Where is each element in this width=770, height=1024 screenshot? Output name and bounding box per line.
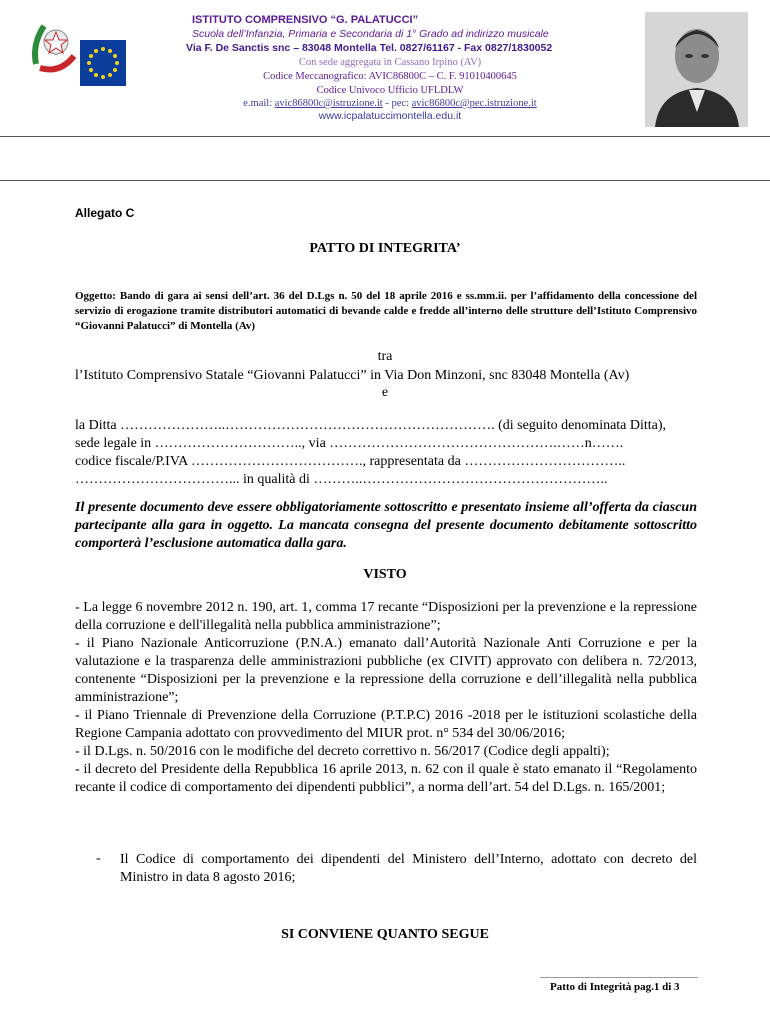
eu-star-icon — [89, 54, 93, 58]
school-codes: Codice Meccanografico: AVIC86800C – C. F. 91010400645 — [263, 71, 517, 82]
eu-star-icon — [101, 47, 105, 51]
footer-divider — [540, 977, 698, 978]
eu-star-icon — [108, 49, 112, 53]
eu-star-icon — [108, 73, 112, 77]
branch-info: Con sede aggregata in Cassano Irpino (AV) — [298, 57, 482, 68]
agreement-heading: SI CONVIENE QUANTO SEGUE — [281, 927, 489, 942]
visto-item: - il D.Lgs. n. 50/2016 con le modifiche del decreto correttivo n. 56/2017 (Codice degli appalti); — [75, 744, 610, 759]
eu-star-icon — [115, 61, 119, 65]
eu-star-icon — [101, 75, 105, 79]
italian-republic-emblem — [30, 14, 80, 76]
ditta-line: la Ditta …………………..…………………………………………………. (di seguito denominata Ditta), — [75, 418, 667, 433]
eu-star-icon — [94, 73, 98, 77]
mandatory-notice: Il presente documento deve essere obbligatoriamente sottoscritto e presentato insieme all’offerta da ciascun partecipante alla gara in oggetto. La mancata consegna del presente documento debitamente sottoscritto comporterà l’esclusione automatica dalla gara. — [75, 500, 697, 551]
page-footer: Patto di Integrità pag.1 di 3 — [550, 981, 680, 993]
ditta-line: ……………………………... in qualità di ………..…………………………………………….. — [75, 472, 608, 487]
ditta-line: codice fiscale/P.IVA ………………………………., rappresentata da …………………………….. — [75, 454, 626, 469]
between-word: tra — [377, 349, 393, 364]
school-name: ISTITUTO COMPRENSIVO “G. PALATUCCI” — [192, 14, 419, 26]
email-link[interactable]: avic86800c@istruzione.it — [274, 98, 383, 109]
bullet-item: Il Codice di comportamento dei dipendenti del Ministero dell’Interno, adottato con decreto del Ministro in data 8 agosto 2016; — [120, 852, 697, 885]
and-word: e — [381, 385, 389, 400]
office-code: Codice Univoco Ufficio UFLDLW — [316, 85, 464, 96]
eu-star-icon — [94, 49, 98, 53]
website-link[interactable]: www.icpalatuccimontella.edu.it — [318, 110, 462, 122]
ditta-line: sede legale in ………………………….., via ………………………………………….……n……. — [75, 436, 624, 451]
visto-heading: VISTO — [363, 567, 407, 582]
document-title: PATTO DI INTEGRITA’ — [309, 241, 461, 256]
visto-item: - La legge 6 novembre 2012 n. 190, art. 1, comma 17 recante “Disposizioni per la prevenzione e la repressione della corruzione e dell'illegalità nella pubblica amministrazione”; — [75, 600, 697, 633]
eu-star-icon — [113, 68, 117, 72]
school-address: Via F. De Sanctis snc – 83048 Montella Tel. 0827/61167 - Fax 0827/1830052 — [186, 42, 553, 54]
visto-item: - il Piano Nazionale Anticorruzione (P.N.A.) emanato dall’Autorità Nazionale Anti Corruzione e per la valutazione e la trasparenza delle amministrazioni pubbliche (ex CIVIT) approvato con delibera n. 72/2013, contenente “Disposizioni per la prevenzione e la repressione della corruzione e dell’illegalità nella pubblica amministrazione”; — [75, 636, 697, 705]
visto-item: - il Piano Triennale di Prevenzione della Corruzione (P.T.P.C) 2016 -2018 per le istituzioni scolastiche della Regione Campania adottato con provvedimento del MIUR prot. n° 534 del 30/06/2016; — [75, 708, 697, 741]
email-label: e.mail: — [243, 98, 275, 109]
eu-star-icon — [113, 54, 117, 58]
visto-list — [75, 599, 697, 797]
eu-star-icon — [89, 68, 93, 72]
attachment-label: Allegato C — [75, 206, 135, 220]
pec-label: - pec: — [382, 98, 412, 109]
pec-link[interactable]: avic86800c@pec.istruzione.it — [411, 98, 537, 109]
eu-star-icon — [87, 61, 91, 65]
subject-paragraph: Oggetto: Bando di gara ai sensi dell’art. 36 del D.Lgs n. 50 del 18 aprile 2016 e ss.mm.ii. per l’affidamento della concessione del servizio di erogazione tramite distributori automatici di bevande calde e fredde all’interno delle strutture dell’Istituto Comprensivo “Giovanni Palatucci” di Montella (Av) — [75, 290, 697, 332]
school-type: Scuola dell’Infanzia, Primaria e Secondaria di 1° Grado ad indirizzo musicale — [192, 28, 549, 40]
party-institute: l’Istituto Comprensivo Statale “Giovanni Palatucci” in Via Don Minzoni, snc 83048 Montella (Av) — [75, 368, 630, 383]
visto-item: - il decreto del Presidente della Repubblica 16 aprile 2013, n. 62 con il quale è stato emanato il “Regolamento recante il codice di comportamento dei dipendenti pubblici”, a norma dell’art. 54 del D.Lgs. n. 165/2001; — [75, 762, 697, 795]
section-divider — [0, 180, 770, 181]
header-divider — [0, 136, 770, 137]
contact-emails — [190, 97, 590, 110]
ditta-fields — [75, 417, 697, 489]
european-union-flag — [80, 40, 126, 86]
portrait-photo — [645, 12, 748, 127]
bullet-marker: - — [96, 851, 101, 866]
